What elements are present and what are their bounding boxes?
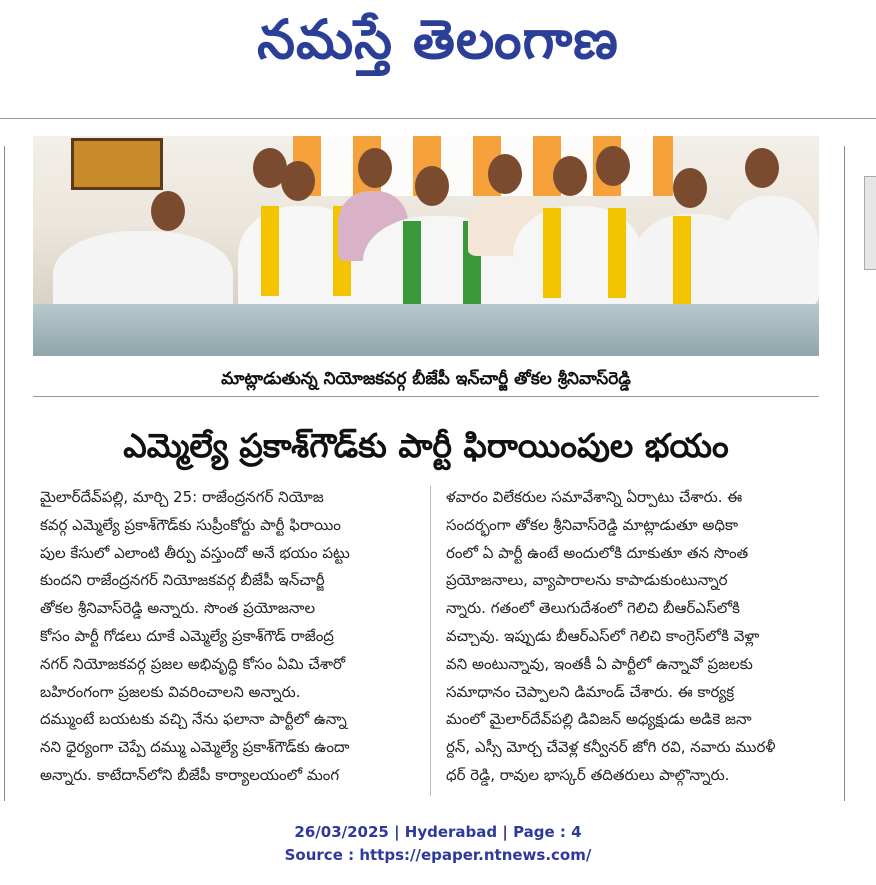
shawl: [673, 216, 691, 306]
adjacent-image-edge: [864, 176, 876, 270]
person-head: [151, 191, 185, 231]
person-head: [488, 154, 522, 194]
person-head: [673, 168, 707, 208]
shawl: [261, 206, 279, 296]
person-head: [415, 166, 449, 206]
person-head: [281, 161, 315, 201]
person-head: [596, 146, 630, 186]
left-column-rule: [4, 146, 5, 801]
press-table: [33, 304, 819, 356]
news-photo: [33, 136, 819, 356]
article-column-1: మైలార్‌దేవ్‌పల్లి, మార్చి 25: రాజేంద్రనగర్ నియోజ కవర్గ ఎమ్మెల్యే ప్రకాశ్‌గౌడ్‌కు సుప్రీంకోర్టు పార్టీ ఫిరాయిం పుల కేసులో ఎలాంటి తీర్పు వస్తుందో అనే భయం పట్టు కుందని రాజేంద్రనగర్ నియోజకవర్గ బీజేపీ ఇన్‌చార్జీ తోకల శ్రీనివాస్‌రెడ్డి అన్నారు. సొంత ప్రయోజనాల కోసం పార్టీ గోడలు దూకే ఎమ్మెల్యే ప్రకాశ్‌గౌడ్ రాజేంద్ర నగర్ నియోజకవర్గ ప్రజల అభివృద్ధి కోసం ఏమి చేశారో బహిరంగంగా ప్రజలకు వివరించాలని అన్నారు. దమ్ముంటే బయటకు వచ్చి నేను ఫలానా పార్టీలో ఉన్నా నని ధైర్యంగా చెప్పే దమ్ము ఎమ్మెల్యే ప్రకాశ్‌గౌడ్‌కు ఉందా అన్నారు. కాటేదాన్‌లోని బీజేపీ కార్యాలయంలో మంగ: [40, 488, 350, 784]
article-column-2: ళవారం విలేకరుల సమావేశాన్ని ఏర్పాటు చేశారు. ఈ సందర్భంగా తోకల శ్రీనివాస్‌రెడ్డి మాట్లాడుతూ అధికా రంలో ఏ పార్టీ ఉంటే అందులోకి దూకుతూ తన సొంత ప్రయోజనాలు, వ్యాపారాలను కాపాడుకుంటున్నార న్నారు. గతంలో తెలుగుదేశంలో గెలిచి బీఆర్‌ఎస్‌లోకి వచ్చావు. ఇప్పుడు బీఆర్‌ఎస్‌లో గెలిచి కాంగ్రెస్‌లోకి వెళ్లా వని అంటున్నావు, ఇంతకీ ఏ పార్టీలో ఉన్నావో ప్రజలకు సమాధానం చెప్పాలని డిమాండ్ చేశారు. ఈ కార్యక్ర మంలో మైలార్‌దేవ్‌పల్లి డివిజన్ అధ్యక్షుడు అడికె జనా ర్దన్, ఎస్సీ మోర్చ చేవెళ్ల కన్వీనర్ జోగి రవి, నవారు మురళీ ధర్ రెడ్డి, రావుల భాస్కర్ తదితరులు పాల్గొన్నారు.: [446, 488, 776, 784]
footer-meta: 26/03/2025 | Hyderabad | Page : 4: [294, 823, 582, 841]
person-head: [553, 156, 587, 196]
photo-caption: మాట్లాడుతున్న నియోజకవర్గ బీజేపీ ఇన్‌చార్జీ తోకల శ్రీనివాస్‌రెడ్డి: [33, 362, 819, 397]
column-divider: [430, 486, 431, 796]
shawl: [403, 221, 421, 311]
adjacent-article-edge: [860, 160, 876, 800]
shawl: [608, 208, 626, 298]
person-head: [358, 148, 392, 188]
newspaper-logo: నమస్తే తెలంగాణ: [257, 8, 619, 71]
shawl: [543, 208, 561, 298]
masthead: [0, 0, 876, 84]
right-column-rule: [844, 146, 845, 801]
header-divider: [0, 118, 876, 119]
person-head: [745, 148, 779, 188]
person-figure: [723, 196, 819, 306]
footer-source: Source : https://epaper.ntnews.com/: [284, 846, 592, 864]
wall-picture-frame: [71, 138, 163, 190]
article-headline: ఎమ్మెల్యే ప్రకాశ్‌గౌడ్‌కు పార్టీ ఫిరాయింపుల భయం: [123, 426, 729, 465]
